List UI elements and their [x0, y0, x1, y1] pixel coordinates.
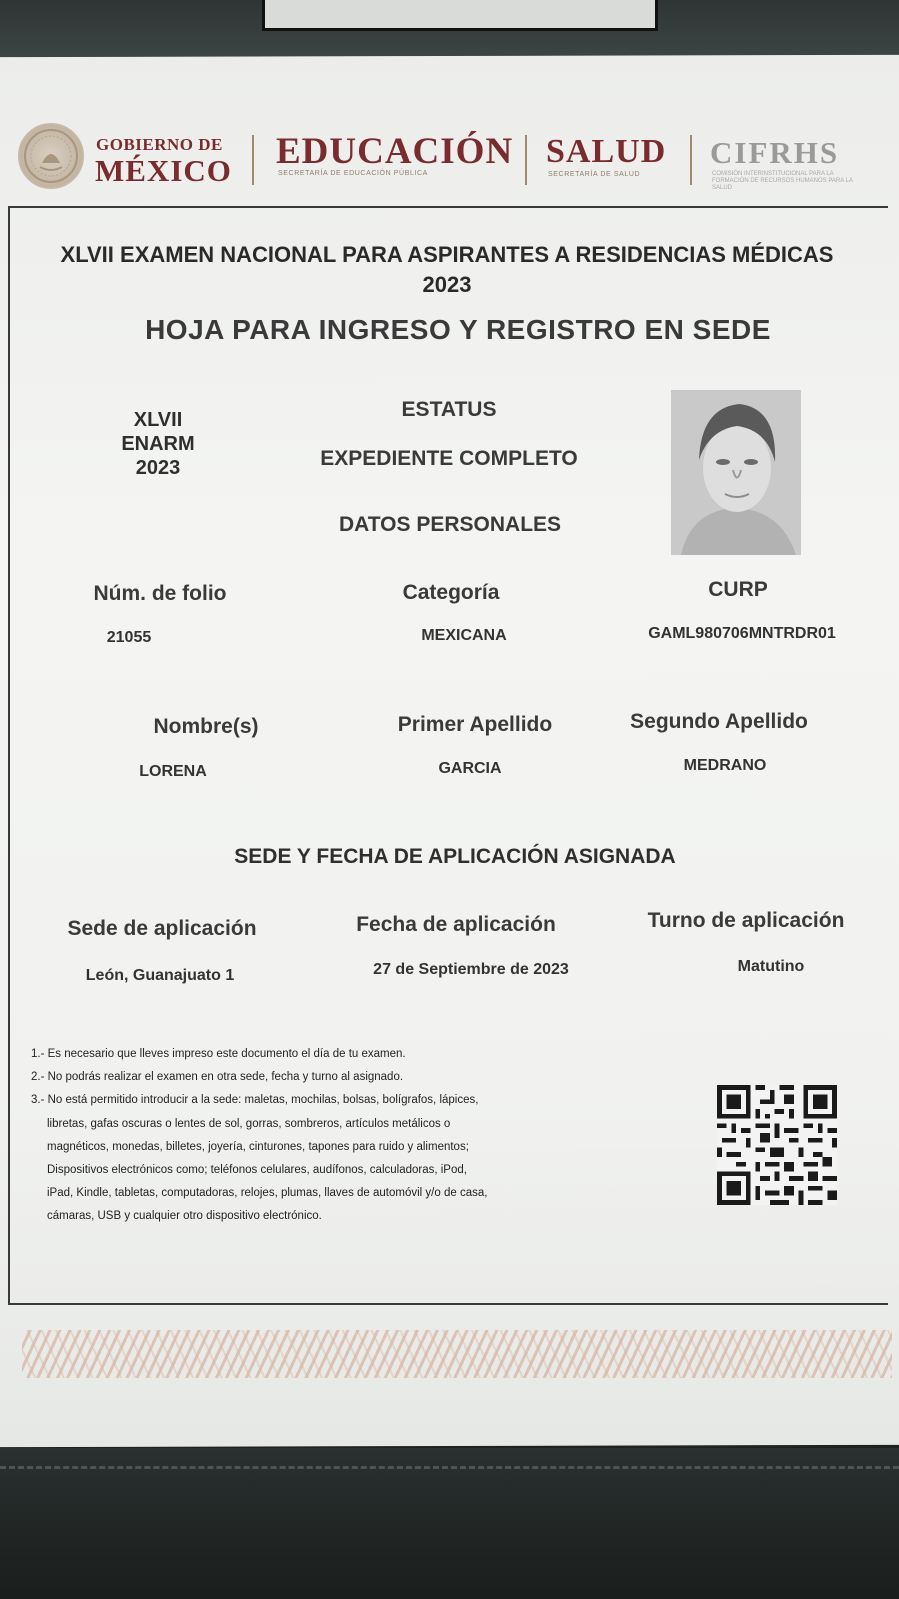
logo-divider	[690, 135, 692, 185]
personal-data-heading: DATOS PERSONALES	[338, 513, 562, 536]
exam-year: 2023	[422, 272, 472, 297]
enarm-badge-line: ENARM	[121, 433, 195, 455]
mexico-label: MÉXICO	[95, 153, 232, 188]
primer-apellido-value: GARCIA	[438, 760, 502, 777]
document-header	[0, 115, 899, 215]
segundo-apellido-value: MEDRANO	[683, 757, 767, 774]
turno-value: Matutino	[737, 958, 805, 975]
fecha-label: Fecha de aplicación	[356, 913, 556, 936]
enarm-badge	[121, 408, 194, 480]
instruction-item: 2.- No podrás realizar el examen en otra sede, fecha y turno al asignado.	[31, 1071, 404, 1084]
sede-value: León, Guanajuato 1	[85, 967, 235, 984]
instruction-item: 3.- No está permitido introducir a la sede: maletas, mochilas, bolsas, bolígrafos, lápices,	[31, 1094, 479, 1107]
instructions	[31, 1043, 551, 1229]
background-frame	[262, 0, 658, 31]
instruction-line: cámaras, USB y cualquier otro dispositivo electrónico.	[47, 1210, 322, 1223]
educacion-label: EDUCACIÓN	[276, 131, 514, 172]
instruction-line: magnéticos, monedas, billetes, joyería, cinturones, tapones para ruido y alimentos;	[47, 1140, 469, 1153]
folio-label: Núm. de folio	[93, 582, 227, 605]
nombre-value: LORENA	[139, 763, 207, 780]
logo-divider	[252, 135, 254, 185]
salud-label: SALUD	[546, 133, 667, 170]
segundo-apellido-label: Segundo Apellido	[630, 710, 808, 733]
primer-apellido-label: Primer Apellido	[397, 713, 553, 736]
application-heading: SEDE Y FECHA DE APLICACIÓN ASIGNADA	[234, 845, 676, 868]
qr-code-icon	[717, 1085, 837, 1205]
mexico-coat-of-arms-icon	[18, 123, 84, 189]
folio-value: 21055	[106, 629, 152, 646]
background-stitching	[0, 1466, 899, 1469]
categoria-value: MEXICANA	[421, 627, 507, 644]
sede-label: Sede de aplicación	[67, 917, 257, 940]
cifrhs-label: CIFRHS	[710, 135, 840, 170]
exam-title: XLVII EXAMEN NACIONAL PARA ASPIRANTES A RESIDENCIAS MÉDICAS	[60, 242, 834, 267]
status-label: ESTATUS	[401, 398, 497, 421]
curp-label: CURP	[708, 578, 768, 601]
enarm-badge-line: XLVII	[133, 409, 183, 431]
cifrhs-description: COMISIÓN INTERINSTITUCIONAL PARA LA FORMACIÓN DE RECURSOS HUMANOS PARA LA SALUD	[712, 171, 853, 191]
instruction-line: iPad, Kindle, tabletas, computadoras, relojes, plumas, llaves de automóvil y/o de casa,	[47, 1187, 488, 1200]
gobierno-label: GOBIERNO DE	[96, 135, 223, 154]
status-value: EXPEDIENTE COMPLETO	[320, 447, 578, 470]
sheet-title: HOJA PARA INGRESO Y REGISTRO EN SEDE	[145, 314, 771, 345]
fecha-value: 27 de Septiembre de 2023	[373, 961, 569, 978]
enarm-badge-line: 2023	[135, 457, 181, 479]
instruction-line: libretas, gafas oscuras o lentes de sol, gorras, sombreros, artículos metálicos o	[47, 1117, 451, 1130]
secretaria-salud-label: SECRETARÍA DE SALUD	[548, 171, 641, 178]
logo-divider	[525, 135, 527, 185]
decorative-border-pattern	[22, 1330, 892, 1378]
curp-value: GAML980706MNTRDR01	[648, 625, 836, 642]
instruction-item: 1.- Es necesario que lleves impreso este documento el día de tu examen.	[31, 1048, 406, 1060]
nombre-label: Nombre(s)	[153, 715, 259, 738]
sep-label: SECRETARÍA DE EDUCACIÓN PÚBLICA	[278, 170, 428, 177]
categoria-label: Categoría	[402, 581, 500, 604]
instruction-line: Dispositivos electrónicos como; teléfonos celulares, audífonos, calculadoras, iPod,	[47, 1164, 467, 1177]
turno-label: Turno de aplicación	[647, 909, 845, 932]
background-bottom	[0, 1448, 899, 1599]
applicant-photo	[671, 390, 801, 555]
